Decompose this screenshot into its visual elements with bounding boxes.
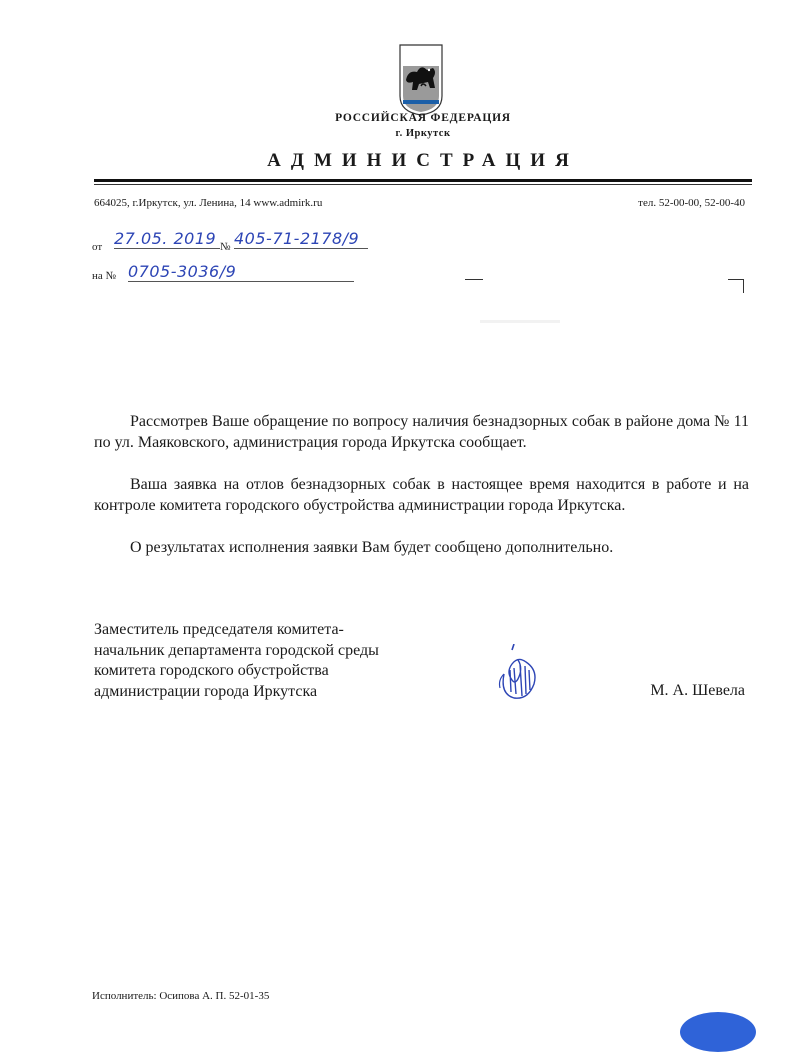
header-rule-thick bbox=[94, 179, 752, 182]
coat-of-arms-icon bbox=[399, 42, 443, 116]
signer-position-line: комитета городского обустройства bbox=[94, 662, 329, 679]
city-name: г. Иркутск bbox=[395, 128, 451, 139]
addressee-bracket-right bbox=[728, 279, 744, 280]
body-paragraph-2: Ваша заявка на отлов безнадзорных собак в настоящее время находится в работе и на контроле комитета городского обустройства администрации города Иркутска. bbox=[94, 476, 749, 514]
redacted-area bbox=[480, 320, 560, 323]
handwritten-ref-number: 0705-3036/9 bbox=[128, 262, 354, 282]
signer-position-line: Заместитель председателя комитета- bbox=[94, 621, 344, 638]
signer-position-line: администрации города Иркутска bbox=[94, 682, 318, 700]
executor-line: Исполнитель: Осипова А. П. 52-01-35 bbox=[92, 990, 270, 1002]
country-name: РОССИЙСКАЯ ФЕДЕРАЦИЯ bbox=[335, 112, 511, 124]
signer-position-line: начальник департамента городской среды bbox=[94, 641, 379, 659]
addressee-bracket-left bbox=[465, 279, 483, 280]
body-paragraph-3: О результатах исполнения заявки Вам будет сообщено дополнительно. bbox=[130, 539, 614, 556]
screen-corner-overlay bbox=[680, 1012, 756, 1052]
from-label: от bbox=[92, 241, 103, 253]
header-rule-thin bbox=[94, 184, 752, 185]
handwritten-date: 27.05. 2019 bbox=[114, 229, 220, 249]
handwritten-number: 405-71-2178/9 bbox=[234, 229, 368, 249]
signer-name: М. А. Шевела bbox=[650, 682, 745, 699]
phone-line: тел. 52-00-00, 52-00-40 bbox=[638, 197, 745, 209]
body-paragraph-1: Рассмотрев Ваше обращение по вопросу наличия безнадзорных собак в районе дома № 11 по ул. Маяковского, администрация города Иркутска сообщает. bbox=[94, 413, 749, 451]
ref-label: на № bbox=[92, 270, 117, 282]
address-line: 664025, г.Иркутск, ул. Ленина, 14 www.admirk.ru bbox=[94, 197, 323, 209]
administration-title: АДМИНИСТРАЦИЯ bbox=[267, 150, 579, 171]
number-label: № bbox=[220, 241, 231, 253]
addressee-bracket-right-vertical bbox=[743, 279, 744, 293]
handwritten-signature bbox=[494, 644, 546, 702]
signer-position bbox=[94, 620, 379, 702]
